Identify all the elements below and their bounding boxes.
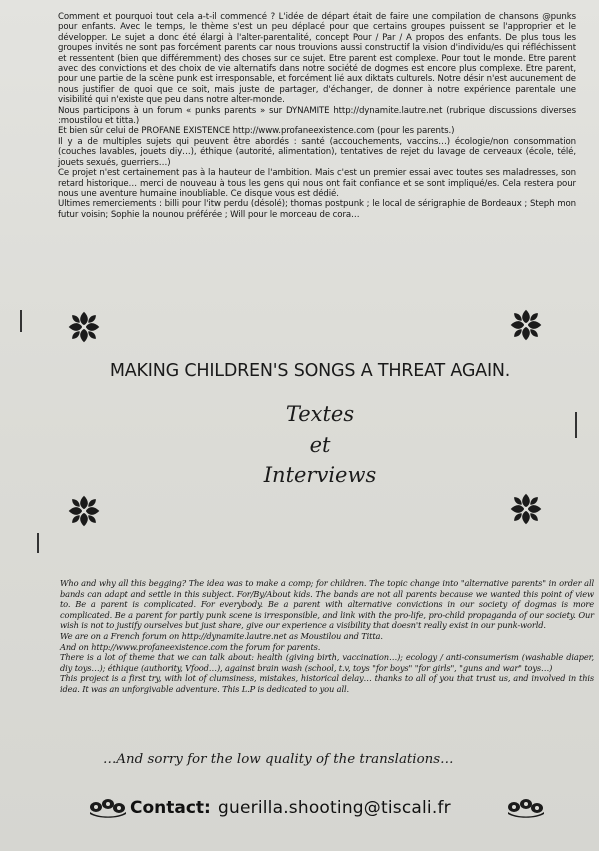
subtitle-line-3: Interviews [263,463,377,487]
page-title: MAKING CHILDREN'S SONGS A THREAT AGAIN. [109,361,511,381]
english-text [60,578,594,695]
celtic-knot-ornament-icon [509,308,543,342]
french-paragraph: Comment et pourquoi tout cela a-t-il commencé ? L'idée de départ était de faire une compilation de chansons @punks pour enfants. Avec le temps, le thème s'est un peu déplacé pour que certains groupes puissent se l'approprier et le développer. Le sujet a donc été élargi à l'alter-parentalité, concept Pour / Par / A propos des enfants. De plus tous les groupes invités ne sont pas forcément parents car nous trouvions aussi constructif la vision d'individu/es qui réfléchissent et ressentent (bien que différemment) des choses sur ce sujet. Etre parent est complexe. Pour tout le monde. Etre parent avec des convictions et des choix de vie alternatifs dans notre société de dogmes est encore plus complexe. Etre parent, pour une partie de la scène punk est irresponsable, et forcément lié aux diktats culturels. Notre désir n'est aucunement de nous justifier de quoi que ce soit, mais juste de partager, d'échanger, de donner à notre expérience parentale une visibilité qui n'existe que peu dans notre alter-monde. [58,12,576,106]
french-intro-text [58,12,576,220]
contact-line [88,796,548,824]
celtic-knot-ornament-icon [509,492,543,526]
french-paragraph: Ultimes remerciements : billi pour l'itw perdu (désolé); thomas postpunk ; le local de sérigraphie de Bordeaux ; Steph mon futur voisin; Sophie la nounou préférée ; Will pour le morceau de cora… [58,199,576,220]
french-paragraph: Il y a de multiples sujets qui peuvent être abordés : santé (accouchements, vaccins…) écologie/non consommation (couches lavables, jouets diy…), éthique (autorité, alimentation), tentatives de rejet du lavage de cerveaux (école, télé, jouets sexués, guerriers…) [58,136,576,168]
celtic-knot-ornament-icon [67,494,101,528]
french-paragraph: Ce projet n'est certainement pas à la hauteur de l'ambition. Mais c'est un premier essai avec toutes ses maladresses, son retard historique… merci de nouveau à tous les gens qui nous ont fait confiance et se sont impliqué/es. Cela restera pour nous une aventure humaine inoubliable. Ce disque vous est dédié. [58,168,576,199]
subtitle-line-1: Textes [285,402,355,426]
margin-mark [37,533,39,553]
english-paragraph: And on http://www.profaneexistence.com the forum for parents. [60,641,321,652]
english-paragraph: There is a lot of theme that we can talk about: health (giving birth, vaccination…); ecology / anti-consumerism (washable diaper, diy toys…); éthique (authority, Vfood…), against brain wash (school, t.v, toys "for boys" "for girls", "guns and war" toys…) [60,652,594,673]
translation-apology: …And sorry for the low quality of the translations… [103,752,454,767]
margin-mark [20,310,22,332]
contact-email-link[interactable]: guerilla.shooting@tiscali.fr [218,798,451,818]
subtitle-line-2: et [309,433,331,457]
french-paragraph: Nous participons à un forum « punks parents » sur DYNAMITE http://dynamite.lautre.net (rubrique discussions diverses :moustilou et titta.) [58,105,576,127]
english-paragraph: This project is a first try, with lot of clumsiness, mistakes, historical delay… thanks to all of you that trust us, and involved in this idea. It was an unforgivable adventure. This L.P is dedicated to you all. [60,673,594,694]
french-paragraph: Et bien sûr celui de PROFANE EXISTENCE http://www.profaneexistence.com (pour les parents.) [58,126,455,137]
english-paragraph: Who and why all this begging? The idea was to make a comp; for children. The topic change into "alternative parents" in order all bands can adapt and settle in this subject. For/By/About kids. The bands are not all parents because we wanted this point of view to. Be a parent is complicated. For everybody. Be a parent with alternative convictions in our society of dogmas is more complicated. Be a parent for partly punk scene is irresponsible, and link with the pro-life, pro-child propaganda of our society. Our wish is not to justify ourselves but just share, give our experience a visibility that doesn't really exist in our punk-world. [60,578,594,631]
english-paragraph: We are on a French forum on http://dynamite.lautre.net as Moustilou and Titta. [60,630,383,641]
floral-flourish-icon [88,796,128,818]
floral-flourish-icon [506,796,546,818]
celtic-knot-ornament-icon [67,310,101,344]
contact-label: Contact: [130,798,211,818]
margin-mark [575,412,577,438]
